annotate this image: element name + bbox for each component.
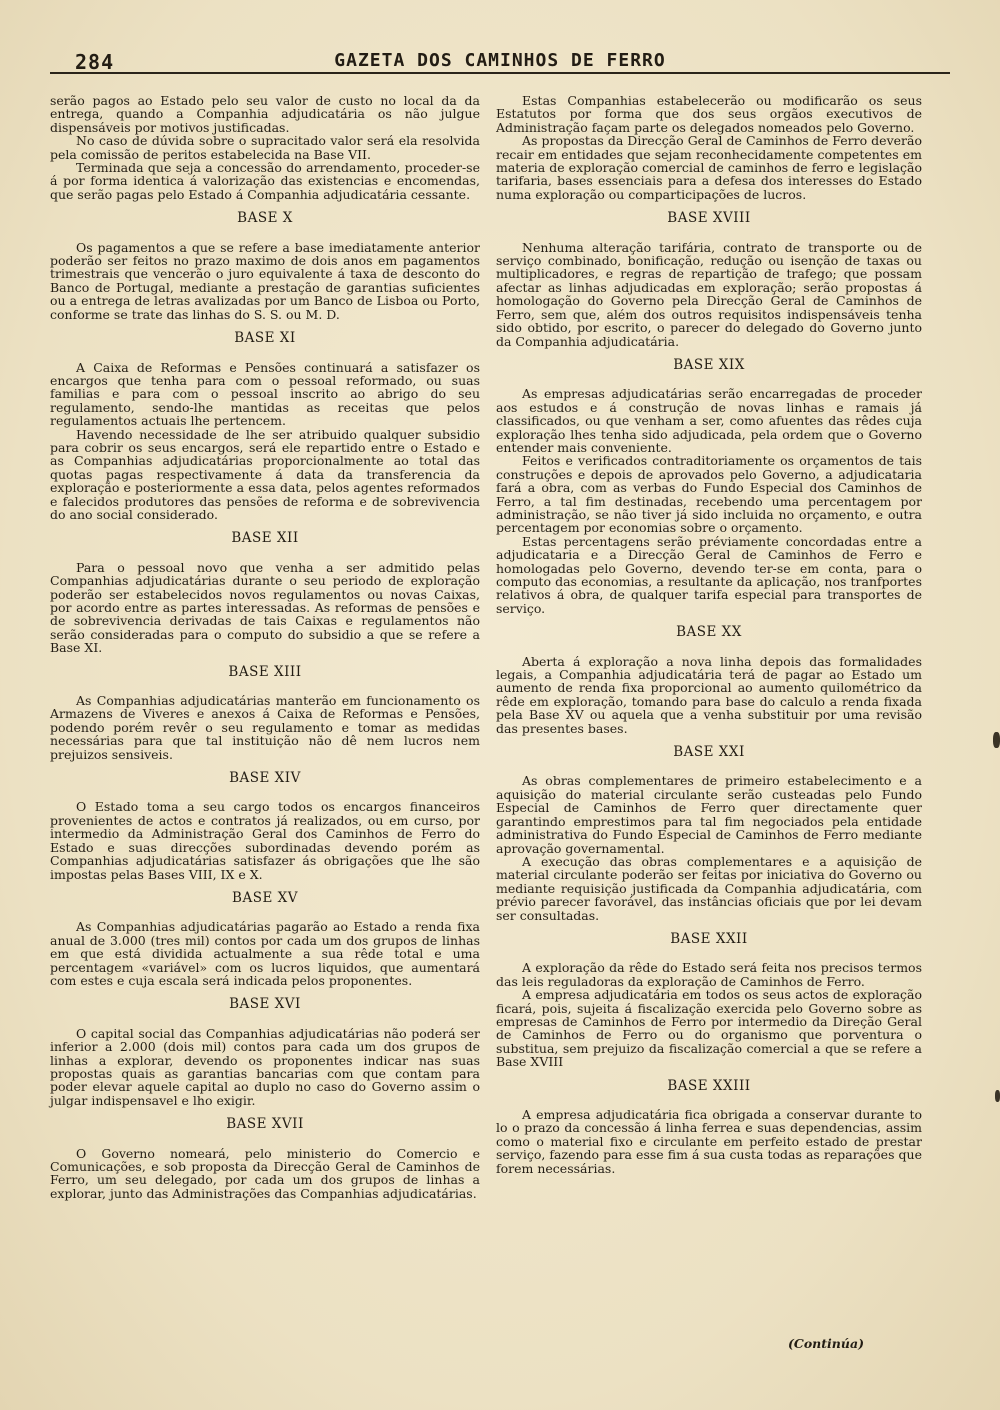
paragraph: Nenhuma alteração tarifária, contrato de transporte ou de serviço combinado, bonificação, redução ou isenção de taxas ou multiplicadores, e regras de repartição de trafego; que possam afectar as linhas adjudicadas em exploração; serão propostas á homologação do Governo pela Direcção Geral de Caminhos de Ferro, sem que, além dos outros requisitos indispensáveis tenha sido obtido, por escrito, o parecer do delegado do Governo junto da Companhia adjudicatária. [496,239,922,349]
section-heading-base-xxii: BASE XXII [670,930,748,947]
paragraph: A empresa adjudicatária fica obrigada a conservar durante to lo o prazo da concessão á linha ferrea e suas dependencias, assim como o material fixo e circulante em perfeito estado de prestar serviço, fazendo para esse fim á sua custa todas as reparações que forem necessárias. [496,1107,922,1176]
paragraph: A Caixa de Reformas e Pensões continuará a satisfazer os encargos que tenha para com o pessoal reformado, ou suas familias e para com o pessoal inscrito ao abrigo do seu regulamento, sendo-lhe mantidas as receitas que pelos regulamentos actuais lhe pertencem. [50,359,480,429]
section-heading-base-xii: BASE XII [231,530,299,547]
right-column [496,94,922,1175]
paragraph: As Companhias adjudicatárias pagarão ao Estado a renda fixa anual de 3.000 (tres mil) contos por cada um dos grupos de linhas em que está dividida actualmente a sua rêde total e uma percentagem «variável» com os lucros liquidos, que aumentará com estes e cuja escala será indicada pelos proponentes. [50,919,480,988]
section-heading-base-xviii: BASE XVIII [667,210,751,227]
page-number: 284 [75,50,115,74]
paragraph: As obras complementares de primeiro estabelecimento e a aquisição do material circulante serão custeadas pelo Fundo Especial de Caminhos de Ferro quer directamente quer garantindo emprestimos para tal fim negociados pela entidade administrativa do Fundo Especial de Caminhos de Ferro mediante aprovação governamental. [496,773,922,856]
paragraph: As empresas adjudicatárias serão encarregadas de proceder aos estudos e á construção de novas linhas e ramais já classificados, ou que venham a ser, como afuentes das rêdes cuja exploração lhes tenha sido adjudicada, pela ordem que o Governo entender mais conveniente. [496,386,922,455]
section-heading-base-xix: BASE XIX [673,356,745,373]
paragraph: Feitos e verificados contraditoriamente os orçamentos de tais construções e depois de aprovados pelo Governo, a adjudicataria fará a obra, com as verbas do Fundo Especial dos Caminhos de Ferro, a tal fim destinadas, recebendo uma percentagem por administração, se não tiver já sido incluida no orçamento, e outra percentagem por economias sobre o orçamento. [496,453,922,536]
paragraph: O Estado toma a seu cargo todos os encargos financeiros provenientes de actos e contratos já realizados, ou em curso, por intermedio da Administração Geral dos Caminhos de Ferro do Estado e suas direcções subordinadas devendo porém as Companhias adjudicatárias satisfazer ás obrigações que lhe são impostas pelas Bases VIII, IX e X. [50,799,480,882]
paragraph: Para o pessoal novo que venha a ser admitido pelas Companhias adjudicatárias durante o seu periodo de exploração poderão ser estabelecidos novos regulamentos ou novas Caixas, por acordo entre as partes interessadas. As reformas de pensões e de sobrevivencia derivadas de tais Caixas e regulamentos não serão consideradas para o computo do subsidio a que se refere a Base XI. [50,559,480,656]
paragraph: As propostas da Direcção Geral de Caminhos de Ferro deverão recair em entidades que sejam reconhecidamente competentes em materia de exploração comercial de caminhos de ferro e legislação tarifaria, bases essenciais para a defesa dos interesses do Estado numa exploração ou comparticipações de lucros. [496,133,922,202]
paragraph: Terminada que seja a concessão do arrendamento, proceder-se á por forma identica á valorização das existencias e encomendas, que serão pagas pelo Estado á Companhia adjudicatária cessante. [50,160,480,202]
section-heading-base-xvi: BASE XVI [229,996,301,1013]
paragraph: Havendo necessidade de lhe ser atribuido qualquer subsidio para cobrir os seus encargos, será ele repartido entre o Estado e as Companhias adjudicatárias proporcionalmente ao total das quotas pagas respectivamente á data da transferencia da exploração e posteriormente a essa data, pelos agentes reformados e falecidos produtores das pensões de reforma e de sobrevivencia do ano social considerado. [50,426,480,522]
paragraph: A empresa adjudicatária em todos os seus actos de exploração ficará, pois, sujeita á fiscalização exercida pelo Governo sobre as empresas de Caminhos de Ferro por intermedio da Direção Geral de Caminhos de Ferro ou do organismo que porventura o substitua, sem prejuizo da fiscalização comercial a que se refere a Base XVIII [496,987,922,1070]
section-heading-base-x: BASE X [237,210,293,227]
paragraph: Estas percentagens serão préviamente concordadas entre a adjudicataria e a Direcção Geral de Caminhos de Ferro e homologadas pelo Governo, devendo ter-se em conta, para o computo das economias, a resultante da aplicação, nos tranfportes relativos á obra, de qualquer tarifa especial para transportes de serviço. [496,533,922,616]
page-header [50,44,950,74]
section-heading-base-xi: BASE XI [234,330,296,347]
paragraph: O Governo nomeará, pelo ministerio do Comercio e Comunicações, e sob proposta da Direcção Geral de Caminhos de Ferro, um seu delegado, por cada um dos grupos de linhas a explorar, junto das Administrações das Companhias adjudicatárias. [50,1145,480,1201]
paragraph: A exploração da rêde do Estado será feita nos precisos termos das leis reguladoras da exploração de Caminhos de Ferro. [496,960,922,989]
section-heading-base-xiv: BASE XIV [229,770,301,787]
section-heading-base-xxi: BASE XXI [673,744,745,761]
paragraph: No caso de dúvida sobre o supracitado valor será ela resolvida pela comissão de peritos estabelecida na Base VII. [50,133,480,162]
section-heading-base-xxiii: BASE XXIII [667,1077,751,1094]
paragraph: A execução das obras complementares e a aquisição de material circulante poderão ser feitas por iniciativa do Governo ou mediante requisição justificada da Companhia adjudicatária, com prévio parecer favorável, das instâncias oficiais que por lei devam ser consultadas. [496,853,922,923]
paragraph: As Companhias adjudicatárias manterão em funcionamento os Armazens de Viveres e anexos á Caixa de Reformas e Pensões, podendo porém revêr o seu regulamento e tomar as medidas necessárias para que tal instituição não dê nem lucros nem prejuizos sensiveis. [50,693,480,762]
paragraph: Aberta á exploração a nova linha depois das formalidades legais, a Companhia adjudicatária terá de pagar ao Estado um aumento de renda fixa proporcional ao aumento quilométrico da rêde em exploração, tomando para base do calculo a renda fixada pela Base XV ou aquela que a venha substituir por uma revisão das presentes bases. [496,653,922,736]
continuation-note: (Continúa) [787,1336,864,1351]
paragraph: Estas Companhias estabelecerão ou modificarão os seus Estatutos por forma que dos seus orgãos executivos de Administração façam parte os delegados nomeados pelo Governo. [496,93,922,135]
section-heading-base-xx: BASE XX [676,624,742,641]
paragraph: serão pagos ao Estado pelo seu valor de custo no local da da entrega, quando a Companhia adjudicatária os não julgue dispensáveis por motivos justificadas. [50,93,480,135]
journal-title: GAZETA DOS CAMINHOS DE FERRO [334,50,666,71]
ink-blot [993,732,1000,748]
paragraph: O capital social das Companhias adjudicatárias não poderá ser inferior a 2.000 (dois mil) contos para cada um dos grupos de linhas a explorar, devendo os proponentes indicar nas suas propostas quais as garantias bancarias com que contam para poder elevar aquele capital ao duplo no caso do Governo assim o julgar indispensavel e lho exigir. [50,1025,480,1108]
section-heading-base-xvii: BASE XVII [226,1116,304,1133]
section-heading-base-xiii: BASE XIII [228,663,302,680]
left-column [50,94,480,1200]
paragraph: Os pagamentos a que se refere a base imediatamente anterior poderão ser feitos no prazo maximo de dois anos em pagamentos trimestrais que vencerão o juro equivalente á taxa de desconto do Banco de Portugal, mediante a prestação de garantias suficientes ou a entrega de letras avalizadas por um Banco de Lisboa ou Porto, conforme se trate das linhas do S. S. ou M. D. [50,239,480,322]
ink-blot [995,1090,1000,1102]
section-heading-base-xv: BASE XV [232,889,298,906]
